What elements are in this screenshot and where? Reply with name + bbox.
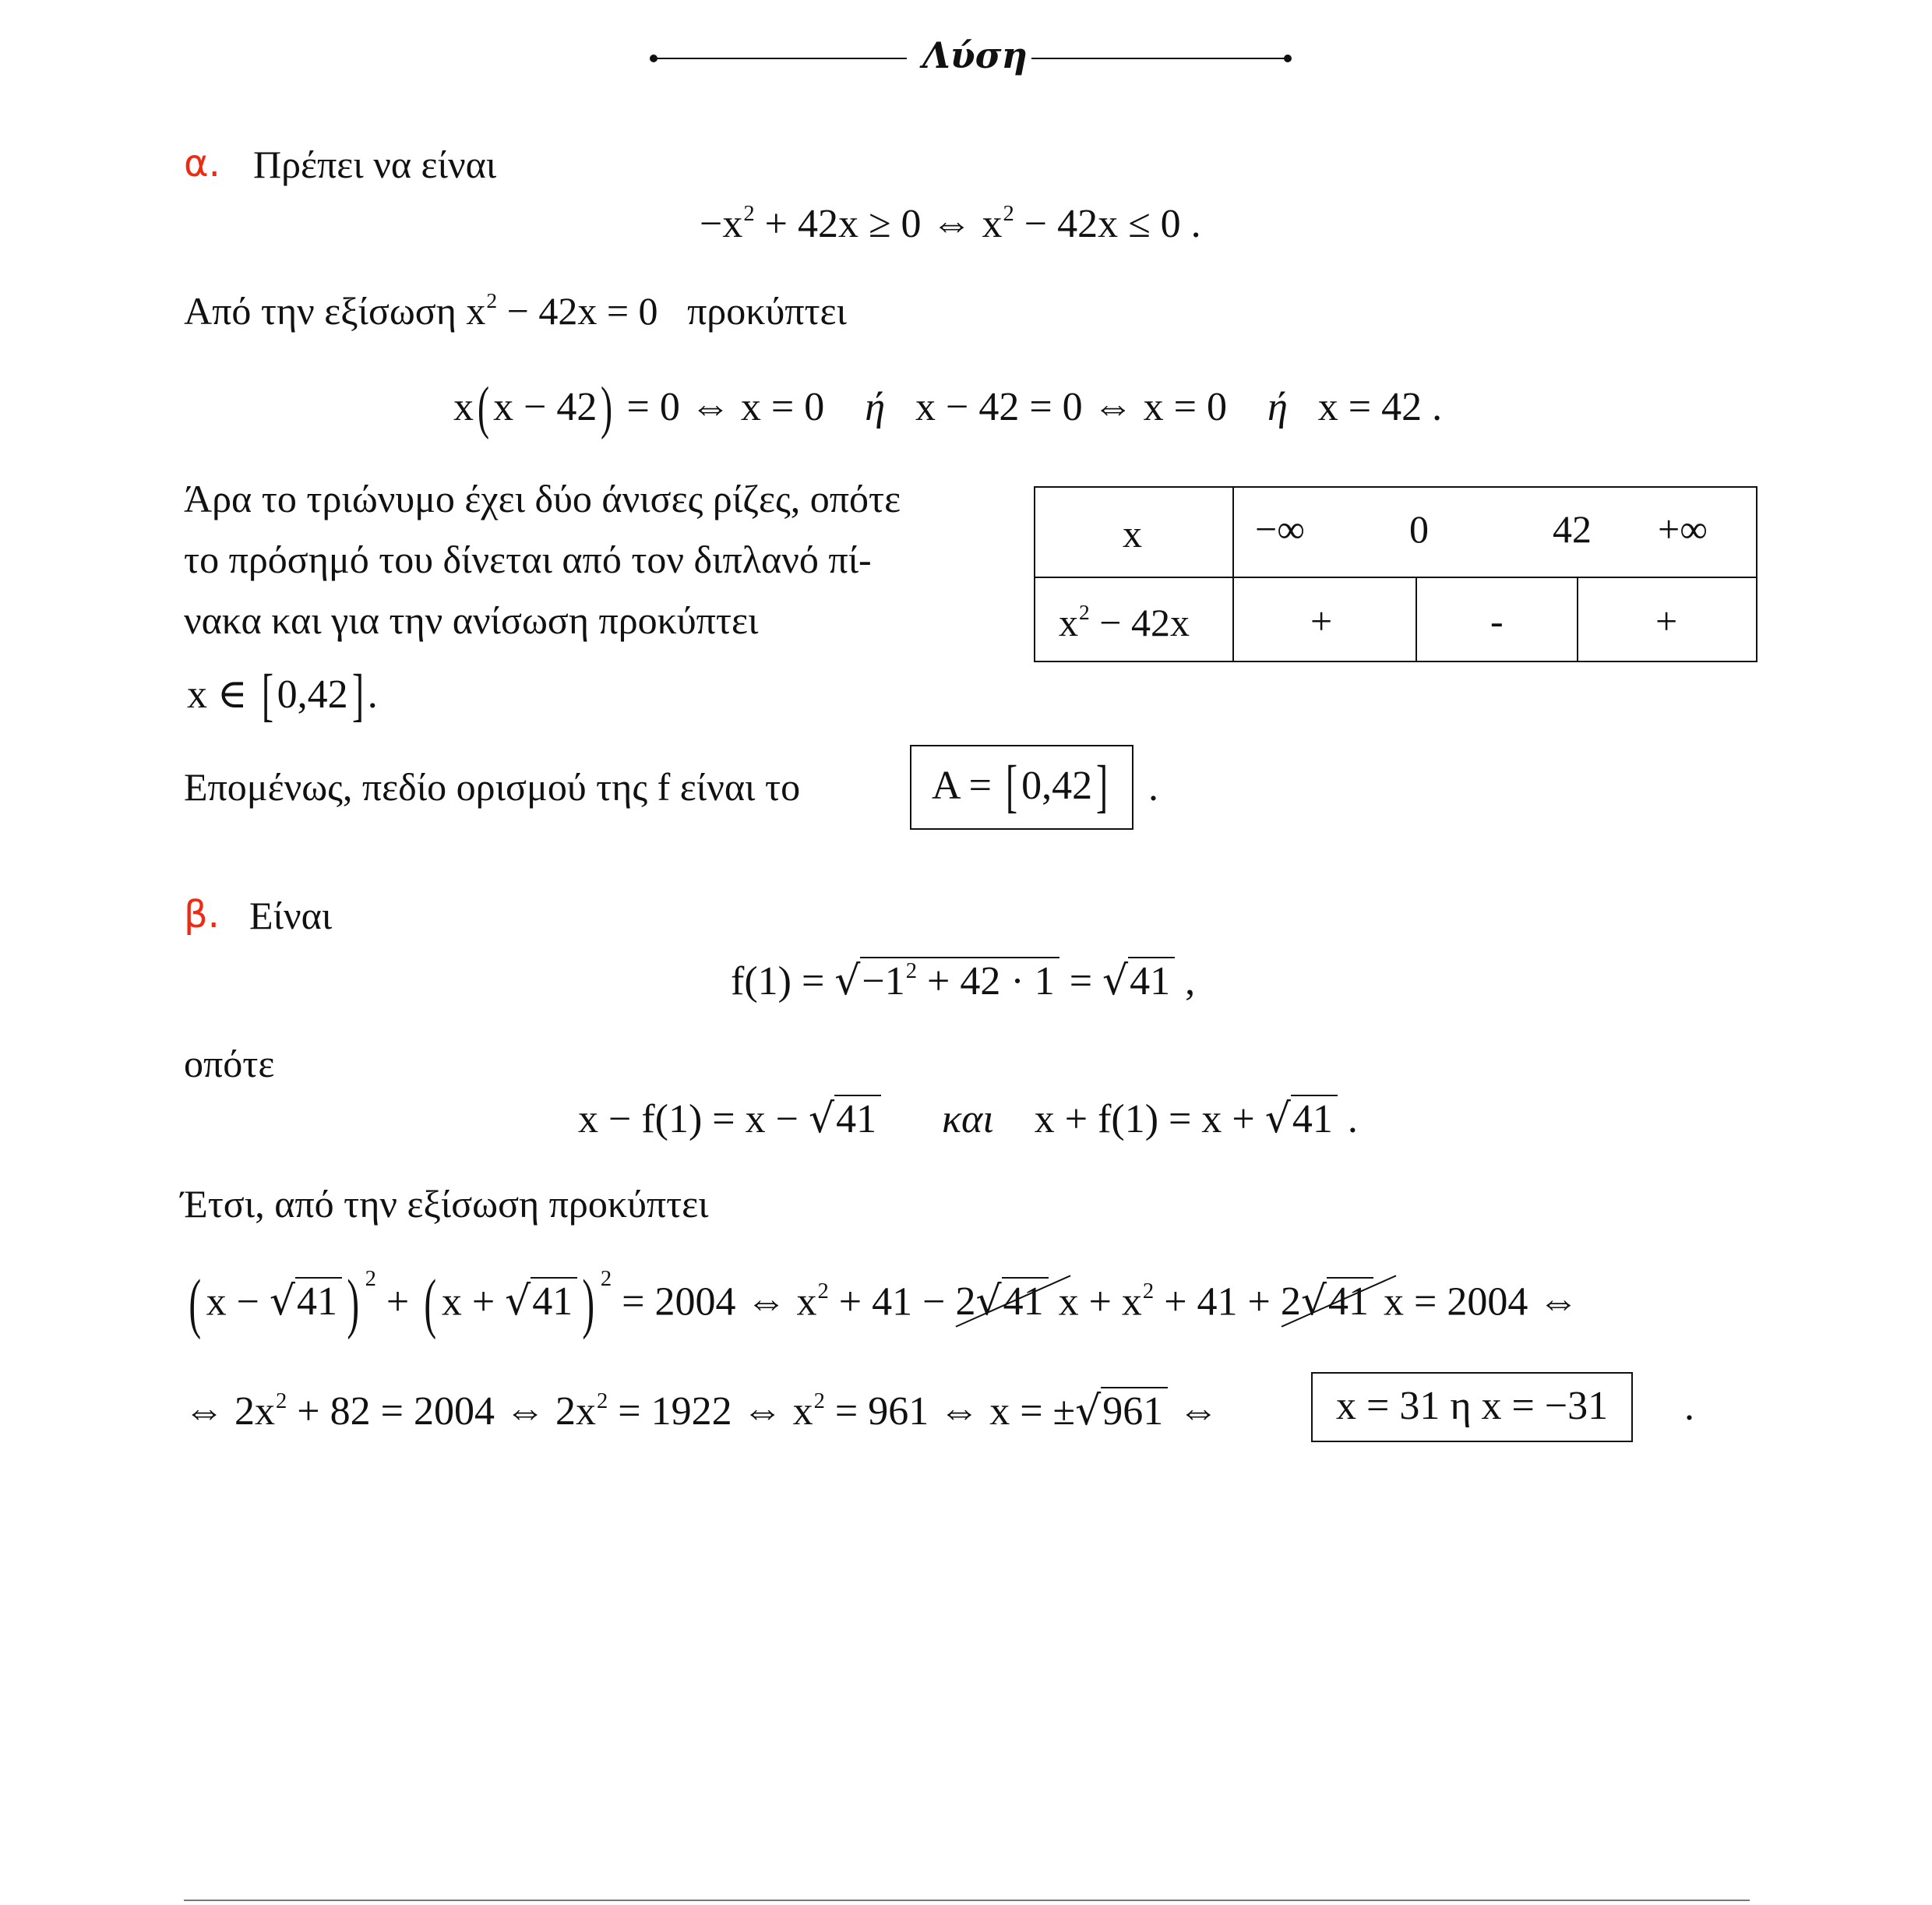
domain-answer-box: A = [0,42] [910, 745, 1133, 830]
part-a-para-line-2: το πρόσημό του δίνεται από τον διπλανό πί- [184, 538, 872, 581]
part-b-final-period: . [1684, 1385, 1694, 1429]
cancelled-term-2: 2√41 [1281, 1277, 1373, 1322]
part-b-equation-expanded: ( x − √41 ) $^2$ + ( x + √41 ) $^2$ = 2004 ⇔ $x^2 + 41 - 2√41$ $x + x^2 + 41 + 2√41$ x = 2004 ⇔ [189, 1266, 1579, 1340]
part-a-roots-equation: x(x − 42) = 0 ⇔ x = 0 ή x − 42 = 0 ⇔ x = 0 ή x = 42 . [453, 376, 1443, 440]
part-a-tag: α. [184, 142, 220, 185]
part-a-para-line-3: νακα και για την ανίσωση προκύπτει [184, 598, 759, 642]
part-a-intro: Πρέπει να είναι [253, 143, 497, 186]
table-col-divider [1232, 488, 1234, 661]
table-value-0: 0 [1409, 507, 1429, 551]
table-row2-label: $x^2 - 42x$ [1059, 600, 1190, 644]
table-col-divider [1577, 577, 1578, 661]
header-left-rule [653, 58, 907, 59]
table-sign-1: + [1310, 599, 1333, 643]
part-a-conclusion-period: . [1148, 765, 1158, 810]
part-a-inequality: $-x^2 + 42x \ge 0$ ⇔ $x^2 - 42x \le 0$ . [700, 201, 1201, 246]
part-a-para-line-1: Άρα το τριώνυμο έχει δύο άνισες ρίζες, οπότε [184, 477, 901, 520]
table-sign-2: - [1490, 599, 1504, 643]
header-title: Λύση [922, 34, 1028, 76]
part-b-etsi: Έτσι, από την εξίσωση προκύπτει [181, 1182, 709, 1226]
part-a-conclusion: Επομένως, πεδίο ορισμού της f είναι το [184, 765, 801, 809]
part-b-f1: $f(1) = √-1^2 + 42 \cdot 1 = √41$ , [731, 958, 1196, 1004]
sign-table [1034, 486, 1757, 662]
table-sign-3: + [1655, 599, 1678, 643]
part-b-equation-solved: ⇔ $2x^2 + 82 = 2004$ ⇔ $2x^2 = 1922$ ⇔ $x^2 = 961$ ⇔ x = ±√961 ⇔ [184, 1388, 1219, 1434]
table-value-minus-infinity: −∞ [1255, 507, 1305, 551]
cancelled-term-1: 2√41 [955, 1277, 1048, 1322]
table-row-divider [1035, 577, 1756, 578]
table-col-divider [1416, 577, 1417, 661]
part-a-interval: x ∈ [0,42]. [187, 663, 378, 728]
part-b-intro: Είναι [249, 894, 333, 937]
part-b-tag: β. [184, 893, 220, 937]
table-value-42: 42 [1553, 507, 1592, 551]
header-right-dot [1284, 55, 1292, 62]
solution-answer-box: x = 31 η x = −31 [1311, 1372, 1633, 1442]
footer-rule [184, 1900, 1750, 1901]
header-right-rule [1031, 58, 1287, 59]
table-value-plus-infinity: +∞ [1658, 507, 1708, 551]
part-b-opote: οπότε [184, 1042, 275, 1085]
table-row1-label: x [1123, 512, 1142, 556]
part-a-equation-line: Από την εξίσωση $x^2 - 42x = 0$ προκύπτει [184, 288, 847, 333]
part-b-expressions: x − f(1) = x − √41 και x + f(1) = x + √41 . [578, 1095, 1358, 1142]
